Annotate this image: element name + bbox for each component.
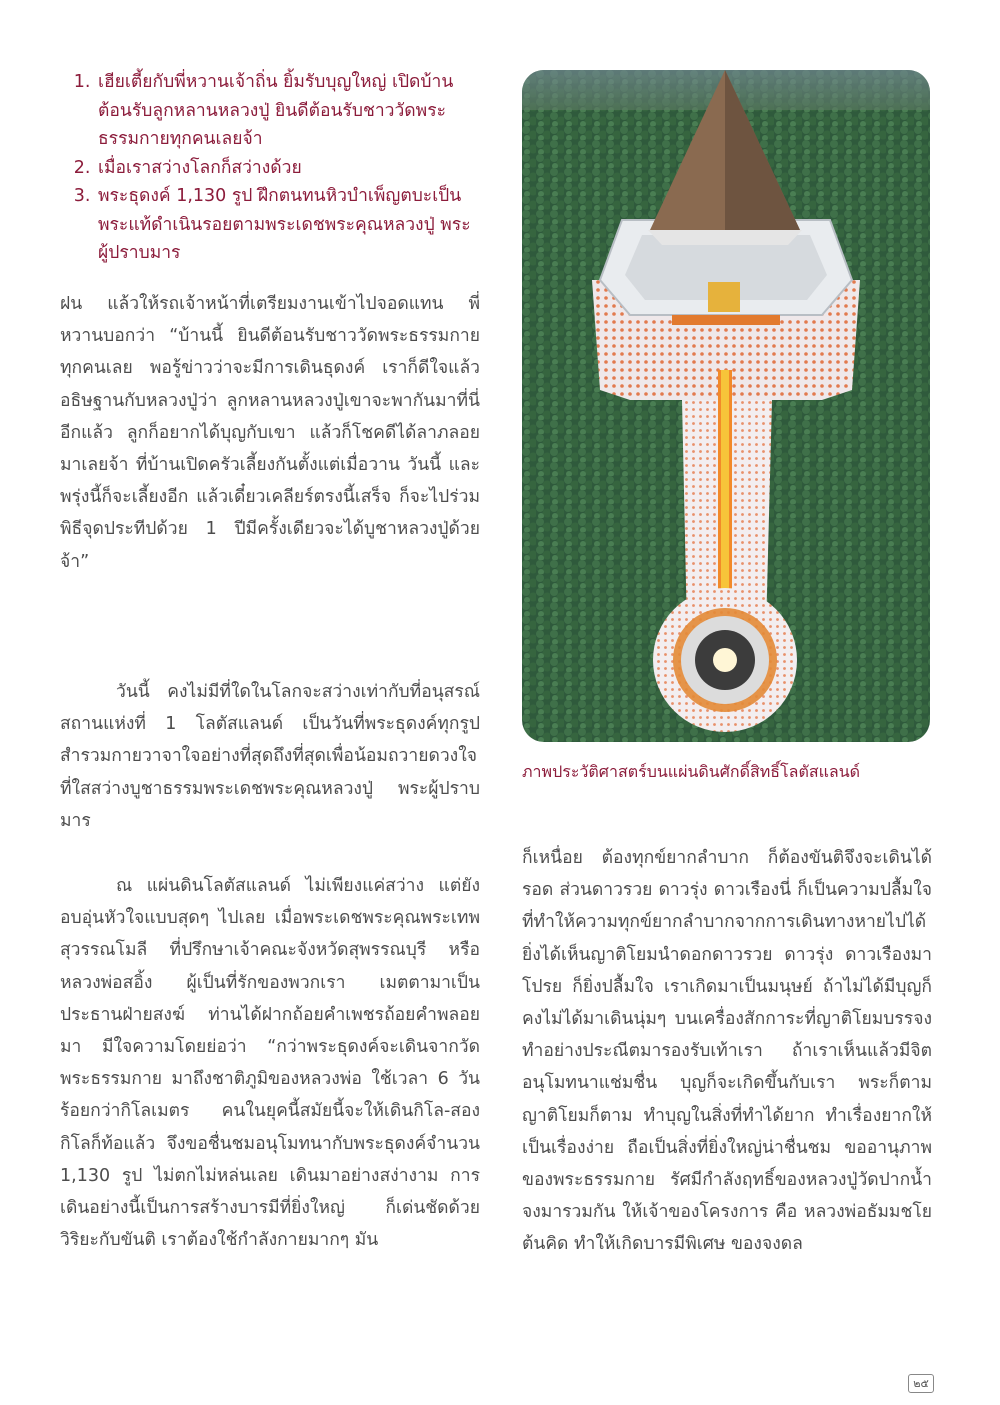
point-item: 3. พระธุดงค์ 1,130 รูป ฝึกตนทนหิวบำเพ็ญตบะเป็นพระแท้ดำเนินรอยตามพระเดชพระคุณหลวงปู่ พระผู้ปราบมาร <box>96 182 480 268</box>
point-item: 2. เมื่อเราสว่างโลกก็สว่างด้วย <box>96 154 480 183</box>
highlight-points <box>60 68 480 268</box>
point-item: 1. เฮียเตี้ยกับพี่หวานเจ้าถิ่น ยิ้มรับบุญใหญ่ เปิดบ้านต้อนรับลูกหลานหลวงปู่ ยินดีต้อนรับชาววัดพระธรรมกายทุกคนเลยจ้า <box>96 68 480 154</box>
page-number: ๒๕ <box>908 1374 934 1393</box>
photo-caption: ภาพประวัติศาสตร์บนแผ่นดินศักดิ์สิทธิ์โลตัสแลนด์ <box>522 762 861 781</box>
paragraph-3: ณ แผ่นดินโลตัสแลนด์ ไม่เพียงแค่สว่าง แต่ยังอบอุ่นหัวใจแบบสุดๆ ไปเลย เมื่อพระเดชพระคุณพระเทพสุวรรณโมลี ที่ปรึกษาเจ้าคณะจังหวัดสุพรรณบุรี หรือ หลวงพ่อสอิ้ง ผู้เป็นที่รักของพวกเรา เมตตามาเป็นประธานฝ่ายสงฆ์ ท่านได้ฝากถ้อยคำเพชรถ้อยคำพลอยมา มีใจความโดยย่อว่า “กว่าพระธุดงค์จะเดินจากวัดพระธรรมกาย มาถึงชาติภูมิของหลวงพ่อ ใช้เวลา 6 วัน ร้อยกว่ากิโลเมตร คนในยุคนี้สมัยนี้จะให้เดินกิโล-สองกิโลก็ท้อแล้ว จึงขอชื่นชมอนุโมทนากับพระธุดงค์จำนวน 1,130 รูป ไม่ตกไม่หล่นเลย เดินมาอย่างสง่างาม การเดินอย่างนี้เป็นการสร้างบารมีที่ยิ่งใหญ่ ก็เด่นชัดด้วยวิริยะกับขันติ เราต้องใช้กำลังกายมากๆ มัน <box>60 876 480 1251</box>
aerial-photo-illustration <box>522 70 930 742</box>
paragraph-1: ฝน แล้วให้รถเจ้าหน้าที่เตรียมงานเข้าไปจอดแทน พี่หวานบอกว่า “บ้านนี้ ยินดีต้อนรับชาววัดพระธรรมกายทุกคนเลย พอรู้ข่าวว่าจะมีการเดินธุดงค์ เราก็ดีใจแล้ว อธิษฐานกับหลวงปู่ว่า ลูกหลานหลวงปู่เขาจะพากันมาที่นี่อีกแล้ว ลูกก็อยากได้บุญกับเขา แล้วก็โชคดีได้ลาภลอยมาเลยจ้า ที่บ้านเปิดครัวเลี้ยงกันตั้งแต่เมื่อวาน วันนี้ และพรุ่งนี้ก็จะเลี้ยงอีก แล้วเดี๋ยวเคลียร์ตรงนี้เสร็จ ก็จะไปร่วมพิธีจุดประทีปด้วย 1 ปีมีครั้งเดียวจะได้บูชาหลวงปู่ด้วยจ้า” <box>60 294 480 572</box>
left-column <box>60 68 480 268</box>
paragraph-2: วันนี้ คงไม่มีที่ใดในโลกจะสว่างเท่ากับที่อนุสรณ์สถานแห่งที่ 1 โลตัสแลนด์ เป็นวันที่พระธุดงค์ทุกรูปสำรวมกายวาจาใจอย่างที่สุดถึงที่สุดเพื่อน้อมถวายดวงใจที่ใสสว่างบูชาธรรมพระเดชพระคุณหลวงปู่ พระผู้ปราบมาร <box>60 682 480 831</box>
right-paragraph: ก็เหนื่อย ต้องทุกข์ยากลำบาก ก็ต้องขันติจึงจะเดินได้รอด ส่วนดาวรวย ดาวรุ่ง ดาวเรืองนี่ ก็เป็นความปลื้มใจ ที่ทำให้ความทุกข์ยากลำบากจากการเดินทางหายไปได้ ยิ่งได้เห็นญาติโยมนำดอกดาวรวย ดาวรุ่ง ดาวเรืองมาโปรย ก็ยิ่งปลื้มใจ เราเกิดมาเป็นมนุษย์ ถ้าไม่ได้มีบุญก็คงไม่ได้มาเดินนุ่มๆ บนเครื่องสักการะที่ญาติโยมบรรจงทำอย่างประณีตมารองรับเท้าเรา ถ้าเราเห็นแล้วมีจิตอนุโมทนาแช่มชื่น บุญก็จะเกิดขึ้นกับเรา พระก็ตาม ญาติโยมก็ตาม ทำบุญในสิ่งที่ทำได้ยาก ทำเรื่องยากให้เป็นเรื่องง่าย ถือเป็นสิ่งที่ยิ่งใหญ่น่าชื่นชม ขออานุภาพของพระธรรมกาย รัศมีกำลังฤทธิ์ของหลวงปู่วัดปากน้ำ จงมารวมกัน ให้เจ้าของโครงการ คือ หลวงพ่อธัมมชโย ต้นคิด ทำให้เกิดบารมีพิเศษ ของจงดล <box>522 848 932 1255</box>
aerial-photo <box>522 70 930 742</box>
